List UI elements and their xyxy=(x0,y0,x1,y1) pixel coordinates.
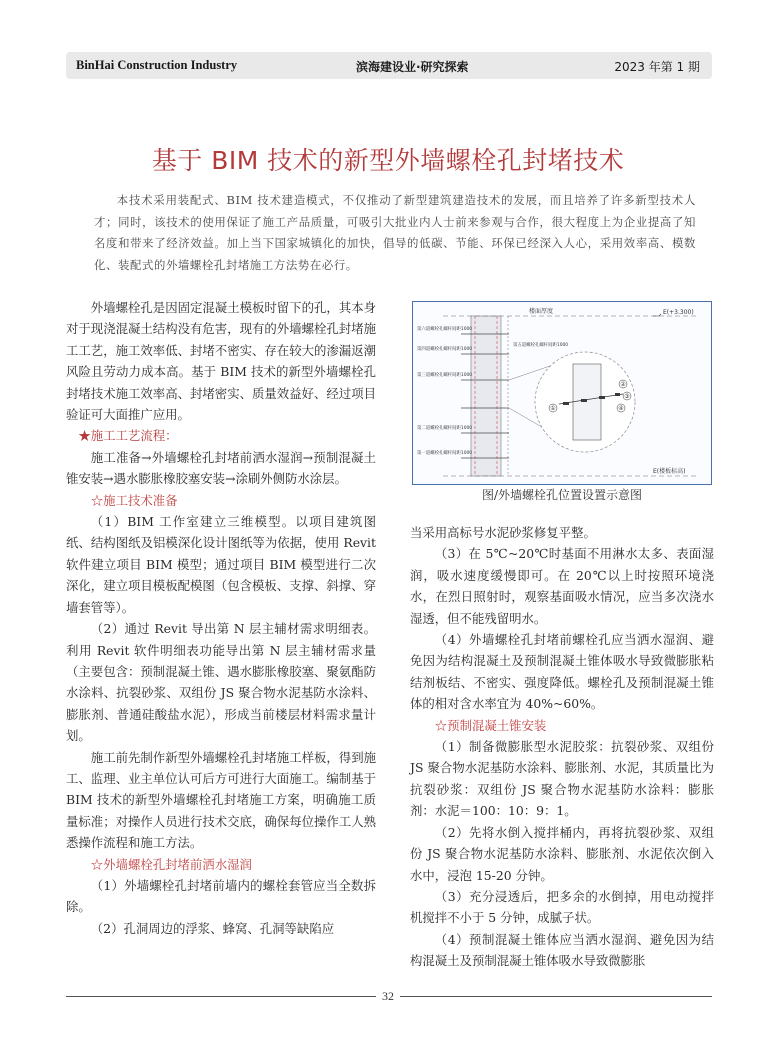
callout-marker: ③ xyxy=(624,393,630,401)
bolt-row-label: 第五道螺栓孔螺杆间距1000 xyxy=(513,343,569,348)
cone-paragraph-3: （3）充分浸透后，把多余的水倒掉，用电动搅拌机搅拌不小于 5 分钟，成腻子状。 xyxy=(410,888,714,926)
journal-name-en: BinHai Construction Industry xyxy=(76,58,238,72)
section-heading-prep: ☆施工技术准备 xyxy=(90,492,178,508)
page-number-text: 32 xyxy=(376,989,400,1003)
bolt-row-label: 第四道螺栓孔螺杆间距1000 xyxy=(417,347,473,352)
bolt-row-label: 第六道螺栓孔螺杆间距1000 xyxy=(417,327,473,332)
callout-marker: ④ xyxy=(618,405,624,413)
wet-paragraph-4: （4）外墙螺栓孔封堵前螺栓孔应当洒水湿润、避免因为结构混凝土及预制混凝土锥体吸水导致微膨胀粘结剂板结、不密实、强度降低。螺栓孔及预制混凝土锥体的相对含水率宜为 40%~60%。 xyxy=(410,632,714,712)
section-heading-cone: ☆预制混凝土锥安装 xyxy=(434,717,547,733)
elevation-label: E(+3.300) xyxy=(663,309,694,316)
page-number xyxy=(0,989,776,1004)
cone-paragraph-2: （2）先将水倒入搅拌桶内，再将抗裂砂浆、双组份 JS 聚合物水泥基防水涂料、膨胀剂、水泥依次倒入水中，浸泡 15-20 分钟。 xyxy=(410,824,714,883)
running-header xyxy=(66,52,712,79)
wet-paragraph-3: （3）在 5℃~20℃时基面不用淋水太多、表面湿润，吸水速度缓慢即可。在 20℃以上时按照环境浇水，在烈日照射时，观察基面吸水情况，应当多次浇水湿透，但不能残留明水。 xyxy=(410,546,714,626)
article-title: 基于 BIM 技术的新型外墙螺栓孔封堵技术 xyxy=(151,146,625,175)
bolt-hole-figure xyxy=(412,301,712,485)
callout-marker: ① xyxy=(550,405,556,413)
right-column xyxy=(410,522,714,972)
bolt-hole-diagram xyxy=(413,302,710,483)
bolt-row-label: 第二道螺栓孔螺杆间距1000 xyxy=(417,426,473,431)
figure-caption: 图/外墙螺栓孔位置设置示意图 xyxy=(481,488,643,502)
floor-elevation-label: E(楼板标高) xyxy=(653,468,686,475)
issue-number: 2023 年第 1 期 xyxy=(614,60,700,74)
wet-paragraph-2: （2）孔洞周边的浮浆、蜂窝、孔洞等缺陷应 xyxy=(90,920,335,936)
prep-paragraph-2: （2）通过 Revit 导出第 N 层主辅材需求明细表。利用 Revit 软件明细表功能导出第 N 层主辅材需求量（主要包含：预制混凝土锥、遇水膨胀橡胶塞、聚氨酯防水涂料、抗裂砂浆、双组份 JS 聚合物水泥基防水涂料、膨胀剂、普通硅酸盐水泥），形成当前楼层材料需求量计划。 xyxy=(66,621,376,744)
cone-paragraph-4: （4）预制混凝土锥体应当洒水湿润、避免因为结构混凝土及预制混凝土锥体吸水导致微膨胀 xyxy=(410,931,714,969)
continued-paragraph: 当采用高标号水泥砂浆修复平整。 xyxy=(410,525,596,540)
intro-paragraph: 外墙螺栓孔是因固定混凝土模板时留下的孔，其本身对于现浇混凝土结构没有危害，现有的外墙螺栓孔封堵施工工艺，施工效率低、封堵不密实、存在较大的渗漏返潮风险且劳动力成本高。基于 BIM 技术的新型外墙螺栓孔封堵技术施工效率高、封堵密实、质量效益好、经过项目验证可大面推广应用。 xyxy=(66,300,376,423)
section-heading-wet: ☆外墙螺栓孔封堵前洒水湿润 xyxy=(90,856,252,872)
journal-name-cn: 滨海建设业·研究探索 xyxy=(356,60,469,74)
wet-paragraph-1: （1）外墙螺栓孔封堵前墙内的螺栓套管应当全数拆除。 xyxy=(66,877,376,915)
bolt-row-label: 第一道螺栓孔螺杆间距1000 xyxy=(417,451,473,456)
wall-section xyxy=(471,316,501,476)
prep-paragraph-1: （1）BIM 工作室建立三维模型。以项目建筑图纸、结构图纸及铝模深化设计图纸等为依据，使用 Revit 软件建立项目 BIM 模型；通过项目 BIM 模型进行二次深化，建立项目模板配模图（包含模板、支撑、斜撑、穿墙套管等）。 xyxy=(66,514,376,615)
abstract: 本技术采用装配式、BIM 技术建造模式，不仅推动了新型建筑建造技术的发展，而且培养了许多新型技术人才；同时，该技术的使用保证了施工产品质量，可吸引大批业内人士前来参观与合作，很大程度上为企业提高了知名度和带来了经济效益。加上当下国家城镇化的加快，倡导的低碳、节能、环保已经深入人心，采用效率高、模数化、装配式的外墙螺栓孔封堵施工方法势在必行。 xyxy=(94,193,696,272)
left-column xyxy=(66,297,376,939)
callout-marker: ② xyxy=(620,381,626,389)
prep-paragraph-3: 施工前先制作新型外墙螺栓孔封堵施工样板，得到施工、监理、业主单位认可后方可进行大面施工。编制基于 BIM 技术的新型外墙螺栓孔封堵施工方案，明确施工质量标准；对操作人员进行技术交底，确保每位操作工人熟悉操作流程和施工方法。 xyxy=(66,749,376,851)
process-paragraph: 施工准备→外墙螺栓孔封堵前洒水湿润→预制混凝土锥安装→遇水膨胀橡胶塞安装→涂刷外侧防水涂层。 xyxy=(66,449,376,487)
cone-paragraph-1: （1）制备微膨胀型水泥胶浆：抗裂砂浆、双组份 JS 聚合物水泥基防水涂料、膨胀剂、水泥，其质量比为抗裂砂浆：双组份 JS 聚合物水泥基防水涂料：膨胀剂：水泥＝100：10：9：1。 xyxy=(410,739,714,819)
bolt-row-label: 第三道螺栓孔螺杆间距1000 xyxy=(417,373,473,378)
section-heading-process: ★施工工艺流程： xyxy=(78,428,178,444)
slab-thickness-label: 楼面厚度 xyxy=(529,308,554,315)
